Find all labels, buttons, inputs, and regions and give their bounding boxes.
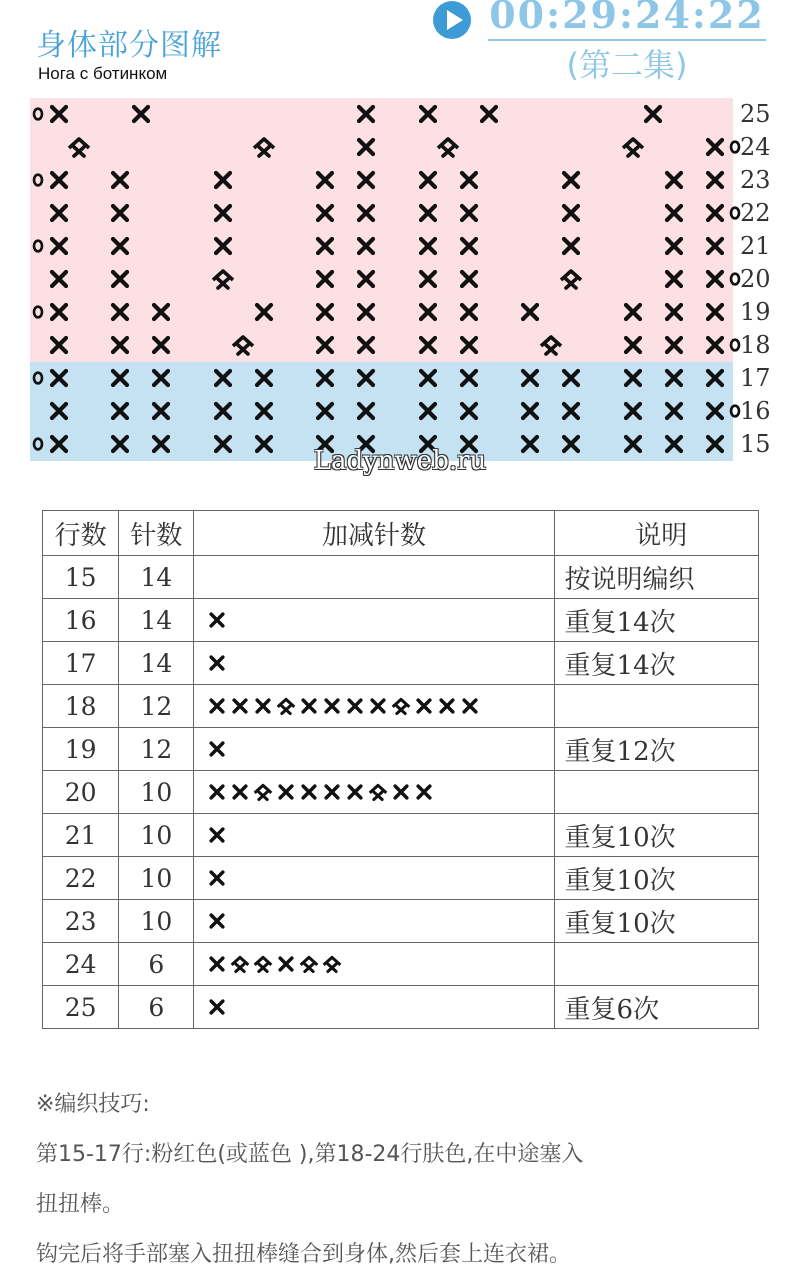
row-note [554, 771, 758, 814]
decrease-stitch-icon [390, 696, 412, 716]
inc-dec-symbols [194, 642, 554, 685]
row-number: 19 [43, 728, 119, 771]
cross-stitch-icon [313, 168, 337, 192]
play-icon[interactable] [432, 0, 472, 40]
inc-dec-symbols [194, 685, 554, 728]
chart-row-number: 25 [740, 100, 771, 128]
cross-stitch-icon [47, 201, 71, 225]
stitch-count: 6 [119, 986, 194, 1029]
cross-stitch-icon [313, 234, 337, 258]
cross-stitch-icon [457, 399, 481, 423]
cross-stitch-icon [354, 333, 378, 357]
table-row [43, 814, 759, 857]
cross-stitch-icon [703, 201, 727, 225]
inc-dec-symbols [194, 857, 554, 900]
stitch-count: 10 [119, 771, 194, 814]
row-number: 16 [43, 599, 119, 642]
cross-stitch-icon [354, 366, 378, 390]
cross-stitch-icon [344, 782, 366, 802]
inc-dec-symbols [194, 771, 554, 814]
cross-stitch-icon [703, 267, 727, 291]
cross-stitch-icon [298, 696, 320, 716]
cross-stitch-icon [206, 868, 228, 888]
chart-row-number: 22 [740, 199, 771, 227]
row-note: 重复14次 [554, 599, 758, 642]
table-row [43, 599, 759, 642]
cross-stitch-icon [477, 102, 501, 126]
cross-stitch-icon [206, 911, 228, 931]
cross-stitch-icon [47, 399, 71, 423]
decrease-stitch-icon [436, 135, 460, 159]
row-number: 18 [43, 685, 119, 728]
cross-stitch-icon [344, 696, 366, 716]
chain-loop-icon [30, 102, 46, 126]
tips-heading: ※编织技巧: [36, 1092, 150, 1117]
cross-stitch-icon [108, 201, 132, 225]
cross-stitch-icon [47, 102, 71, 126]
inc-dec-symbols [194, 900, 554, 943]
header-rows: 行数 [43, 511, 119, 556]
tips-line-2: 扭扭棒。 [36, 1192, 125, 1217]
cross-stitch-icon [313, 333, 337, 357]
cross-stitch-icon [621, 300, 645, 324]
row-number: 25 [43, 986, 119, 1029]
cross-stitch-icon [703, 234, 727, 258]
tips-line-3: 钩完后将手部塞入扭扭棒缝合到身体,然后套上连衣裙。 [36, 1242, 571, 1267]
cross-stitch-icon [416, 366, 440, 390]
cross-stitch-icon [108, 333, 132, 357]
cross-stitch-icon [252, 696, 274, 716]
cross-stitch-icon [457, 168, 481, 192]
cross-stitch-icon [206, 954, 228, 974]
chart-row-number: 18 [740, 331, 771, 359]
row-note: 重复6次 [554, 986, 758, 1029]
row-note: 重复10次 [554, 857, 758, 900]
cross-stitch-icon [206, 782, 228, 802]
cross-stitch-icon [47, 234, 71, 258]
cross-stitch-icon [459, 696, 481, 716]
cross-stitch-icon [354, 102, 378, 126]
cross-stitch-icon [559, 201, 583, 225]
cross-stitch-icon [252, 399, 276, 423]
cross-stitch-icon [457, 366, 481, 390]
cross-stitch-icon [211, 399, 235, 423]
row-note [554, 685, 758, 728]
table-header-row [43, 511, 759, 556]
cross-stitch-icon [662, 300, 686, 324]
cross-stitch-icon [662, 366, 686, 390]
episode-label: (第二集) [566, 46, 688, 84]
chart-row-number: 19 [740, 298, 771, 326]
cross-stitch-icon [559, 399, 583, 423]
inc-dec-symbols [194, 986, 554, 1029]
table-row [43, 771, 759, 814]
inc-dec-symbols [194, 556, 554, 599]
chain-loop-icon [30, 234, 46, 258]
row-number: 23 [43, 900, 119, 943]
cross-stitch-icon [559, 168, 583, 192]
chart-row-number: 21 [740, 232, 771, 260]
cross-stitch-icon [47, 366, 71, 390]
stitch-count: 14 [119, 642, 194, 685]
stitch-count: 12 [119, 728, 194, 771]
cross-stitch-icon [559, 366, 583, 390]
cross-stitch-icon [703, 135, 727, 159]
stitch-count: 10 [119, 900, 194, 943]
cross-stitch-icon [211, 366, 235, 390]
cross-stitch-icon [108, 168, 132, 192]
cross-stitch-icon [703, 333, 727, 357]
cross-stitch-icon [211, 168, 235, 192]
chart-row-number: 20 [740, 265, 771, 293]
cross-stitch-icon [354, 300, 378, 324]
chart-row-23 [30, 164, 733, 197]
cross-stitch-icon [416, 102, 440, 126]
decrease-stitch-icon [298, 954, 320, 974]
cross-stitch-icon [416, 300, 440, 324]
cross-stitch-icon [275, 782, 297, 802]
decrease-stitch-icon [252, 954, 274, 974]
cross-stitch-icon [457, 201, 481, 225]
cross-stitch-icon [703, 399, 727, 423]
cross-stitch-icon [108, 300, 132, 324]
cross-stitch-icon [313, 399, 337, 423]
cross-stitch-icon [518, 300, 542, 324]
decrease-stitch-icon [539, 333, 563, 357]
chart-row-20 [30, 263, 733, 296]
pattern-table [42, 510, 759, 1029]
cross-stitch-icon [457, 300, 481, 324]
cross-stitch-icon [518, 366, 542, 390]
cross-stitch-icon [206, 653, 228, 673]
cross-stitch-icon [621, 399, 645, 423]
cross-stitch-icon [313, 366, 337, 390]
cross-stitch-icon [662, 168, 686, 192]
cross-stitch-icon [108, 234, 132, 258]
chain-loop-icon [30, 366, 46, 390]
row-number: 21 [43, 814, 119, 857]
header-notes: 说明 [554, 511, 758, 556]
cross-stitch-icon [416, 201, 440, 225]
table-row [43, 900, 759, 943]
row-number: 15 [43, 556, 119, 599]
cross-stitch-icon [703, 366, 727, 390]
cross-stitch-icon [129, 102, 153, 126]
cross-stitch-icon [662, 333, 686, 357]
cross-stitch-icon [354, 201, 378, 225]
knitting-tips [36, 1080, 776, 1280]
row-note: 重复10次 [554, 814, 758, 857]
cross-stitch-icon [354, 267, 378, 291]
chart-row-number: 16 [740, 397, 771, 425]
cross-stitch-icon [413, 696, 435, 716]
cross-stitch-icon [518, 399, 542, 423]
chart-row-22 [30, 197, 733, 230]
cross-stitch-icon [621, 333, 645, 357]
decrease-stitch-icon [559, 267, 583, 291]
cross-stitch-icon [662, 234, 686, 258]
cross-stitch-icon [108, 366, 132, 390]
cross-stitch-icon [313, 300, 337, 324]
chain-loop-icon [30, 300, 46, 324]
cross-stitch-icon [275, 954, 297, 974]
cross-stitch-icon [457, 234, 481, 258]
cross-stitch-icon [390, 782, 412, 802]
tips-line-1: 第15-17行:粉红色(或蓝色 ),第18-24行肤色,在中途塞入 [36, 1142, 584, 1167]
cross-stitch-icon [47, 267, 71, 291]
cross-stitch-icon [559, 234, 583, 258]
crochet-chart [0, 98, 800, 464]
cross-stitch-icon [252, 300, 276, 324]
decrease-stitch-icon [231, 333, 255, 357]
cross-stitch-icon [47, 333, 71, 357]
stitch-count: 14 [119, 556, 194, 599]
cross-stitch-icon [47, 300, 71, 324]
page-title: 身体部分图解 [36, 28, 222, 63]
stitch-count: 6 [119, 943, 194, 986]
table-row [43, 685, 759, 728]
decrease-stitch-icon [252, 782, 274, 802]
cross-stitch-icon [321, 696, 343, 716]
cross-stitch-icon [457, 267, 481, 291]
header-stitch-count: 针数 [119, 511, 194, 556]
chart-row-number: 17 [740, 364, 771, 392]
chart-row-number: 24 [740, 133, 771, 161]
cross-stitch-icon [621, 366, 645, 390]
table-row [43, 556, 759, 599]
cross-stitch-icon [206, 739, 228, 759]
cross-stitch-icon [206, 610, 228, 630]
cross-stitch-icon [149, 300, 173, 324]
cross-stitch-icon [211, 234, 235, 258]
cross-stitch-icon [641, 102, 665, 126]
cross-stitch-icon [703, 168, 727, 192]
cross-stitch-icon [108, 267, 132, 291]
cross-stitch-icon [416, 399, 440, 423]
cross-stitch-icon [354, 168, 378, 192]
row-number: 17 [43, 642, 119, 685]
row-note: 重复12次 [554, 728, 758, 771]
stitch-count: 12 [119, 685, 194, 728]
decrease-stitch-icon [367, 782, 389, 802]
cross-stitch-icon [313, 201, 337, 225]
table-row [43, 728, 759, 771]
cross-stitch-icon [298, 782, 320, 802]
cross-stitch-icon [321, 782, 343, 802]
row-number: 20 [43, 771, 119, 814]
cross-stitch-icon [211, 201, 235, 225]
cross-stitch-icon [662, 399, 686, 423]
decrease-stitch-icon [67, 135, 91, 159]
row-number: 24 [43, 943, 119, 986]
header-inc-dec: 加减针数 [194, 511, 554, 556]
cross-stitch-icon [416, 333, 440, 357]
cross-stitch-icon [206, 696, 228, 716]
page-subtitle: Нога с ботинком [38, 64, 168, 83]
decrease-stitch-icon [252, 135, 276, 159]
table-row [43, 943, 759, 986]
cross-stitch-icon [416, 234, 440, 258]
stitch-count: 14 [119, 599, 194, 642]
cross-stitch-icon [354, 234, 378, 258]
inc-dec-symbols [194, 943, 554, 986]
row-note: 按说明编织 [554, 556, 758, 599]
cross-stitch-icon [436, 696, 458, 716]
cross-stitch-icon [149, 333, 173, 357]
cross-stitch-icon [108, 399, 132, 423]
cross-stitch-icon [416, 267, 440, 291]
cross-stitch-icon [149, 399, 173, 423]
stitch-count: 10 [119, 857, 194, 900]
cross-stitch-icon [354, 399, 378, 423]
table-row [43, 986, 759, 1029]
row-note: 重复10次 [554, 900, 758, 943]
table-row [43, 642, 759, 685]
chart-row-number: 15 [740, 430, 771, 458]
decrease-stitch-icon [229, 954, 251, 974]
cross-stitch-icon [354, 135, 378, 159]
decrease-stitch-icon [621, 135, 645, 159]
chart-row-21 [30, 230, 733, 263]
chart-row-number: 23 [740, 166, 771, 194]
cross-stitch-icon [313, 267, 337, 291]
row-number: 22 [43, 857, 119, 900]
decrease-stitch-icon [321, 954, 343, 974]
table-row [43, 857, 759, 900]
cross-stitch-icon [229, 696, 251, 716]
watermark: Ladynweb.ru [313, 446, 487, 476]
inc-dec-symbols [194, 814, 554, 857]
cross-stitch-icon [416, 168, 440, 192]
inc-dec-symbols [194, 728, 554, 771]
decrease-stitch-icon [211, 267, 235, 291]
cross-stitch-icon [206, 997, 228, 1017]
cross-stitch-icon [367, 696, 389, 716]
stitch-count: 10 [119, 814, 194, 857]
inc-dec-symbols [194, 599, 554, 642]
decrease-stitch-icon [275, 696, 297, 716]
cross-stitch-icon [206, 825, 228, 845]
cross-stitch-icon [149, 366, 173, 390]
chain-loop-icon [30, 168, 46, 192]
cross-stitch-icon [229, 782, 251, 802]
cross-stitch-icon [252, 366, 276, 390]
cross-stitch-icon [662, 201, 686, 225]
cross-stitch-icon [413, 782, 435, 802]
row-note: 重复14次 [554, 642, 758, 685]
cross-stitch-icon [47, 168, 71, 192]
video-timer: 00:29:24:22 [488, 0, 766, 41]
cross-stitch-icon [662, 267, 686, 291]
row-note [554, 943, 758, 986]
cross-stitch-icon [703, 300, 727, 324]
cross-stitch-icon [457, 333, 481, 357]
